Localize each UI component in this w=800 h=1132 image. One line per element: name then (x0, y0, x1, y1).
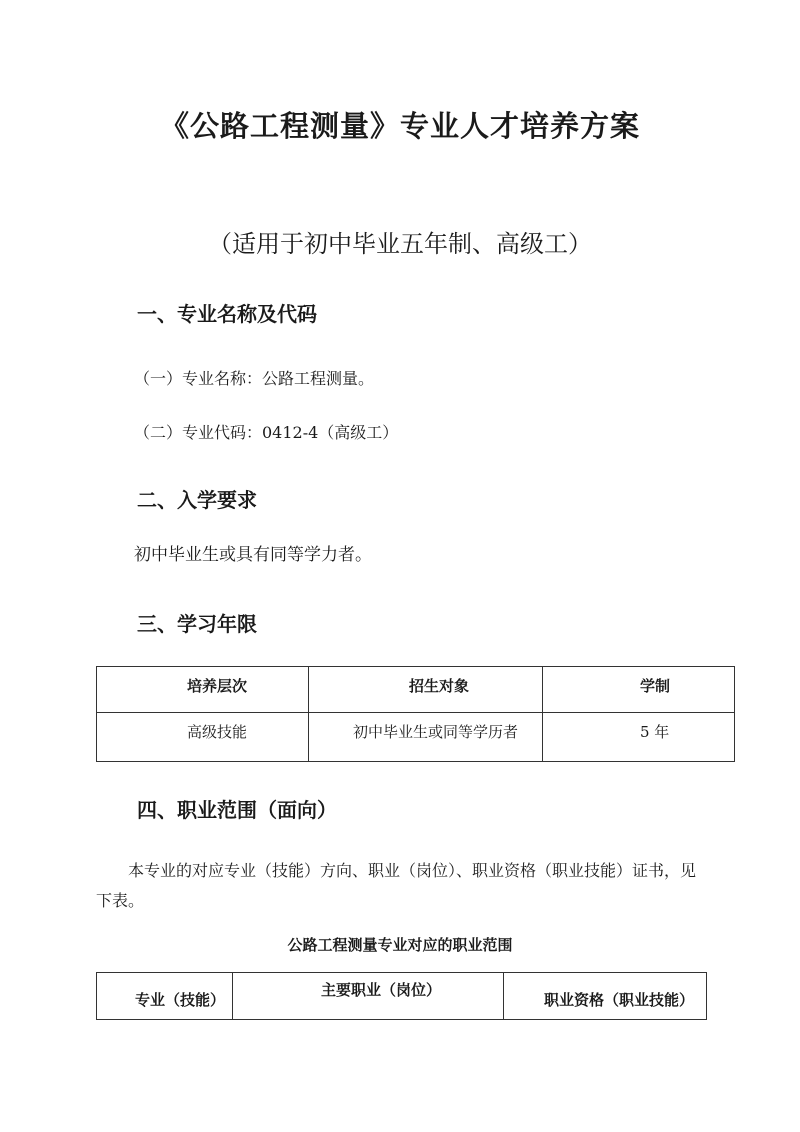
career-scope-table (96, 972, 707, 1020)
table-caption: 公路工程测量专业对应的职业范围 (287, 936, 513, 954)
table-header-cell: 职业资格（职业技能） (544, 991, 695, 1009)
document-subtitle: （适用于初中毕业五年制、高级工） (208, 230, 592, 258)
table-header-row (97, 973, 707, 1020)
section-heading-name-code: 一、专业名称及代码 (137, 302, 317, 326)
admission-text: 初中毕业生或具有同等学力者。 (134, 545, 372, 565)
table-header-cell: 专业（技能） (135, 991, 226, 1009)
table-cell: 5 年 (640, 723, 670, 741)
document-title: 《公路工程测量》专业人才培养方案 (159, 109, 640, 143)
table-header-cell: 培养层次 (187, 677, 248, 695)
section-heading-duration: 三、学习年限 (137, 612, 257, 636)
major-code-item: （二）专业代码：0412-4（高级工） (134, 423, 399, 442)
table-header-cell: 学制 (640, 677, 671, 695)
duration-table (96, 666, 735, 762)
major-name-item: （一）专业名称：公路工程测量。 (134, 369, 375, 388)
career-paragraph-line1: 本专业的对应专业（技能）方向、职业（岗位）、职业资格（职业技能）证书，见 (128, 861, 697, 880)
table-header-cell: 招生对象 (409, 677, 470, 695)
table-row (97, 713, 735, 762)
table-header-row (97, 667, 735, 713)
career-paragraph-line2: 下表。 (96, 891, 145, 910)
section-heading-admission: 二、入学要求 (137, 488, 257, 512)
section-heading-career-scope: 四、职业范围（面向） (137, 798, 337, 822)
table-cell: 初中毕业生或同等学历者 (353, 723, 519, 741)
table-cell: 高级技能 (187, 723, 248, 741)
table-header-cell: 主要职业（岗位） (321, 981, 442, 999)
